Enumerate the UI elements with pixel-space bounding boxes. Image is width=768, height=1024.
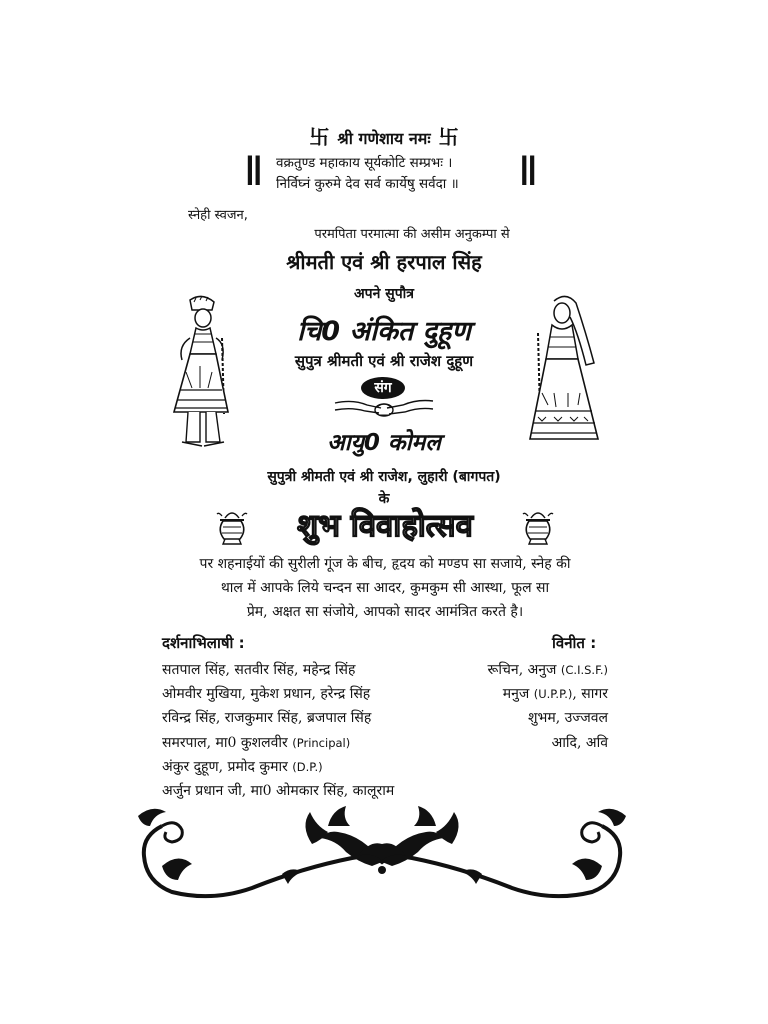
list-item-text: अंकुर दुहूण, प्रमोद कुमार xyxy=(162,758,293,775)
mantra-line-1: वक्रतुण्ड महाकाय सूर्यकोटि सम्प्रभः । xyxy=(276,155,453,171)
vineet-list xyxy=(488,658,608,755)
invitation-line: प्रेम, अक्षत सा संजोये, आपको सादर आमंत्रित करते है। xyxy=(246,604,524,620)
list-item-text: रूचिन, अनुज xyxy=(487,662,561,678)
event-title-block xyxy=(215,504,555,550)
ganesh-text: श्री गणेशाय नमः xyxy=(337,129,431,148)
list-item-text: आदि, अवि xyxy=(551,734,608,751)
invitation-line: थाल में आपके लिये चन्दन सा आदर, कुमकुम सी आस्था, फूल सा xyxy=(220,580,550,596)
darshan-heading: दर्शनाभिलाषी : xyxy=(162,634,245,652)
list-item-note: (Principal) xyxy=(292,735,351,750)
list-item xyxy=(488,682,608,706)
vineet-heading: विनीत : xyxy=(552,634,597,652)
list-item-text: समरपाल, मा0 कुशलवीर xyxy=(162,734,293,751)
sang-badge: संग xyxy=(361,377,405,399)
bride-parents: सुपुत्री श्रीमती एवं श्री राजेश, लुहारी (बागपत) xyxy=(267,469,501,485)
list-item-text: अर्जुन प्रधान जी, मा0 ओमकार सिंह, कालूराम xyxy=(162,783,395,800)
darshan-list xyxy=(162,658,394,803)
swastik-icon: 卐 xyxy=(438,125,459,149)
list-item-text: मनुज xyxy=(502,686,534,703)
groom-figure-icon xyxy=(166,294,236,458)
grandparents-names: श्रीमती एवं श्री हरपाल सिंह xyxy=(286,250,482,274)
invitation-paragraph xyxy=(150,552,620,624)
list-item-note: (U.P.P.) xyxy=(533,687,573,702)
list-item-note: (D.P.) xyxy=(292,759,323,774)
mantra-block xyxy=(244,148,534,198)
event-title: शुभ विवाहोत्सव xyxy=(297,508,473,544)
joined-hands-icon xyxy=(333,395,435,425)
list-item xyxy=(162,682,394,706)
double-bar-left: ǀǀ xyxy=(244,148,260,195)
list-item xyxy=(162,755,394,779)
bride-name: आयु0 कोमल xyxy=(327,430,441,456)
list-item xyxy=(162,706,394,730)
list-item-tail: , सागर xyxy=(572,686,608,703)
double-bar-right: ǀǀ xyxy=(518,148,534,195)
groom-name: चि0 अंकित दुहूण xyxy=(297,316,471,347)
floral-ornament-icon xyxy=(132,796,632,910)
mantra-line-2: निर्विघ्नं कुरुमे देव सर्व कार्येषु सर्वदा ॥ xyxy=(276,176,459,192)
list-item-note: (C.I.S.F.) xyxy=(560,663,608,677)
list-item xyxy=(162,731,394,755)
swastik-icon: 卐 xyxy=(309,125,330,149)
grandson-label: अपने सुपौत्र xyxy=(353,286,415,302)
ke-label: के xyxy=(378,491,390,507)
list-item xyxy=(488,731,608,755)
invitation-line: पर शहनाईयों की सुरीली गूंज के बीच, हृदय को मण्डप सा सजाये, स्नेह की xyxy=(199,556,571,572)
list-item xyxy=(488,658,608,682)
kalash-icon xyxy=(215,506,249,546)
bride-figure-icon xyxy=(524,293,604,457)
intro-line: परमपिता परमात्मा की असीम अनुकम्पा से xyxy=(314,227,510,242)
ganesh-invocation xyxy=(0,121,768,150)
list-item-text: ओमवीर मुखिया, मुकेश प्रधान, हरेन्द्र सिंह xyxy=(162,686,371,703)
list-item-text: रविन्द्र सिंह, राजकुमार सिंह, ब्रजपाल सिंह xyxy=(162,710,372,727)
list-item-text: सतपाल सिंह, सतवीर सिंह, महेन्द्र सिंह xyxy=(162,662,356,678)
groom-parents: सुपुत्र श्रीमती एवं श्री राजेश दुहूण xyxy=(294,352,474,370)
list-item xyxy=(488,706,608,730)
kalash-icon xyxy=(521,506,555,546)
list-item xyxy=(162,658,394,682)
greeting: स्नेही स्वजन, xyxy=(188,208,248,223)
list-item-text: शुभम, उज्जवल xyxy=(528,710,608,727)
